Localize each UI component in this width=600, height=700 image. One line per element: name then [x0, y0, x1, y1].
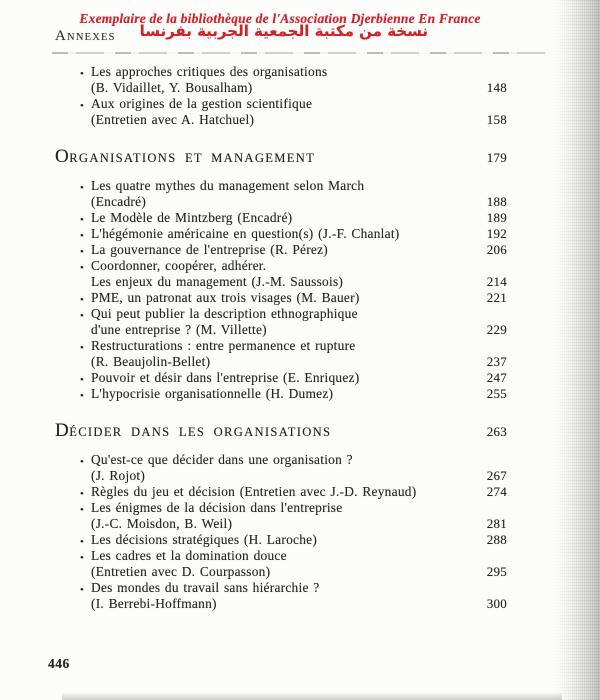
toc-entry-text [55, 306, 459, 338]
toc-entry-line: Les enjeux du management (J.-M. Saussois) [91, 274, 344, 289]
bullet-icon: • [80, 552, 85, 564]
toc-entry-text [55, 386, 459, 402]
toc-entry-line: Pouvoir et désir dans l'entreprise (E. Enriquez) [91, 370, 360, 385]
toc-entry [55, 484, 507, 500]
bullet-icon: • [80, 488, 85, 500]
toc-entry-text [55, 532, 459, 548]
toc-entry-line: L'hégémonie américaine en question(s) (J.-F. Chanlat) [91, 226, 400, 241]
bullet-icon: • [80, 294, 85, 306]
section-page-number: 179 [486, 150, 507, 165]
bullet-icon: • [80, 310, 85, 322]
toc-entry [55, 306, 507, 338]
toc-entry-page-number: 214 [486, 274, 507, 289]
toc-entry-page-number: 267 [486, 468, 507, 483]
toc-entry-line: Aux origines de la gestion scientifique [91, 96, 313, 111]
toc-entry-page-number: 189 [486, 210, 507, 225]
toc-entry-line: Les approches critiques des organisations [91, 64, 328, 79]
toc-entry-text [55, 64, 459, 96]
toc-entry-page-number: 274 [486, 484, 507, 499]
toc-entry-text [55, 258, 459, 290]
toc-entry-page-number: 300 [486, 596, 507, 611]
toc-entry-text [55, 210, 459, 226]
toc-entry-text [55, 178, 459, 210]
toc-entry-line: (I. Berrebi-Hoffmann) [91, 596, 217, 611]
bullet-icon: • [80, 584, 85, 596]
folio-page-number: 446 [48, 656, 70, 671]
toc-entry-line: Le Modèle de Mintzberg (Encadré) [91, 210, 293, 225]
toc-entry-line: Coordonner, coopérer, adhérer. [91, 258, 267, 273]
toc-entry-page-number: 255 [486, 386, 507, 401]
toc-entry-text [55, 548, 459, 580]
bullet-icon: • [80, 342, 85, 354]
toc-entry [55, 386, 507, 402]
toc-entry [55, 290, 507, 306]
toc-entry [55, 96, 507, 128]
toc-entry-page-number: 221 [486, 290, 507, 305]
toc-entry-page-number: 295 [486, 564, 507, 579]
section-heading-row [55, 420, 507, 441]
toc-entry-text [55, 370, 459, 386]
toc-entry-line: Restructurations : entre permanence et rupture [91, 338, 356, 353]
bullet-icon: • [80, 230, 85, 242]
section-heading: DÉCIDER DANS LES ORGANISATIONS [55, 420, 332, 441]
bullet-icon: • [80, 100, 85, 112]
toc-entry [55, 532, 507, 548]
toc-entry-page-number: 206 [486, 242, 507, 257]
toc-entry-text [55, 338, 459, 370]
toc-entry [55, 210, 507, 226]
toc-entry-page-number: 247 [486, 370, 507, 385]
toc-entry-page-number: 288 [486, 532, 507, 547]
table-of-contents [55, 64, 507, 612]
toc-entry [55, 338, 507, 370]
bullet-icon: • [80, 262, 85, 274]
toc-entry-line: La gouvernance de l'entreprise (R. Pérez) [91, 242, 329, 257]
toc-entry [55, 178, 507, 210]
toc-entry-line: (Encadré) [91, 194, 147, 209]
toc-entry-page-number: 192 [486, 226, 507, 241]
toc-entry-line: Qui peut publier la description ethnographique [91, 306, 358, 321]
toc-entry-page-number: 237 [486, 354, 507, 369]
toc-entry [55, 500, 507, 532]
toc-entry-line: Les énigmes de la décision dans l'entreprise [91, 500, 343, 515]
toc-entry-line: Les quatre mythes du management selon March [91, 178, 365, 193]
bullet-icon: • [80, 374, 85, 386]
toc-entry-line: d'une entreprise ? (M. Villette) [91, 322, 267, 337]
bullet-icon: • [80, 456, 85, 468]
section-page-number: 263 [486, 424, 507, 439]
toc-entry-page-number: 158 [486, 112, 507, 127]
toc-entry-line: (Entretien avec D. Courpasson) [91, 564, 271, 579]
toc-entry-line: (Entretien avec A. Hatchuel) [91, 112, 255, 127]
bullet-icon: • [80, 504, 85, 516]
toc-entry-line: L'hypocrisie organisationnelle (H. Dumez) [91, 386, 334, 401]
toc-entry [55, 452, 507, 484]
scan-edge-artifact-bottom [62, 692, 562, 700]
toc-entry-text [55, 500, 459, 532]
toc-entry-text [55, 290, 459, 306]
toc-entry-line: Règles du jeu et décision (Entretien avec J.-D. Reynaud) [91, 484, 417, 499]
toc-entry-line: Qu'est-ce que décider dans une organisation ? [91, 452, 353, 467]
toc-entry-text [55, 96, 459, 128]
toc-entry-text [55, 484, 459, 500]
bullet-icon: • [80, 246, 85, 258]
toc-entry-line: (B. Vidaillet, Y. Bousalham) [91, 80, 253, 95]
bullet-icon: • [80, 214, 85, 226]
toc-entry [55, 64, 507, 96]
toc-entry-text [55, 452, 459, 484]
toc-entry-text [55, 242, 459, 258]
library-stamp-arabic-text: نسخة من مكتبة الجمعية الجربية بفرنسا [139, 22, 428, 40]
bullet-icon: • [80, 536, 85, 548]
toc-entry [55, 370, 507, 386]
toc-entry-line: Des mondes du travail sans hiérarchie ? [91, 580, 320, 595]
toc-entry-page-number: 188 [486, 194, 507, 209]
toc-entry-text [55, 580, 459, 612]
bullet-icon: • [80, 182, 85, 194]
toc-entry-line: Les cadres et la domination douce [91, 548, 287, 563]
toc-entry-line: PME, un patronat aux trois visages (M. Bauer) [91, 290, 360, 305]
bullet-icon: • [80, 390, 85, 402]
toc-entry [55, 258, 507, 290]
section-heading: ORGANISATIONS ET MANAGEMENT [55, 146, 316, 167]
toc-entry-line: (R. Beaujolin-Bellet) [91, 354, 211, 369]
toc-entry [55, 580, 507, 612]
bullet-icon: • [80, 68, 85, 80]
toc-entry [55, 242, 507, 258]
toc-entry-page-number: 281 [486, 516, 507, 531]
toc-entry-text [55, 226, 459, 242]
section-heading-row [55, 146, 507, 167]
toc-entry-page-number: 229 [486, 322, 507, 337]
header-divider-rule [52, 52, 546, 54]
library-stamp-text: Exemplaire de la bibliothèque de l'Association Djerbienne En France [79, 11, 481, 26]
toc-entry [55, 226, 507, 242]
toc-entry-line: (J. Rojot) [91, 468, 146, 483]
toc-entry-page-number: 148 [486, 80, 507, 95]
scan-edge-artifact-right [554, 0, 600, 700]
running-head-annexes: ANNEXES [55, 28, 116, 44]
toc-entry [55, 548, 507, 580]
toc-entry-line: Les décisions stratégiques (H. Laroche) [91, 532, 318, 547]
toc-entry-line: (J.-C. Moisdon, B. Weil) [91, 516, 233, 531]
